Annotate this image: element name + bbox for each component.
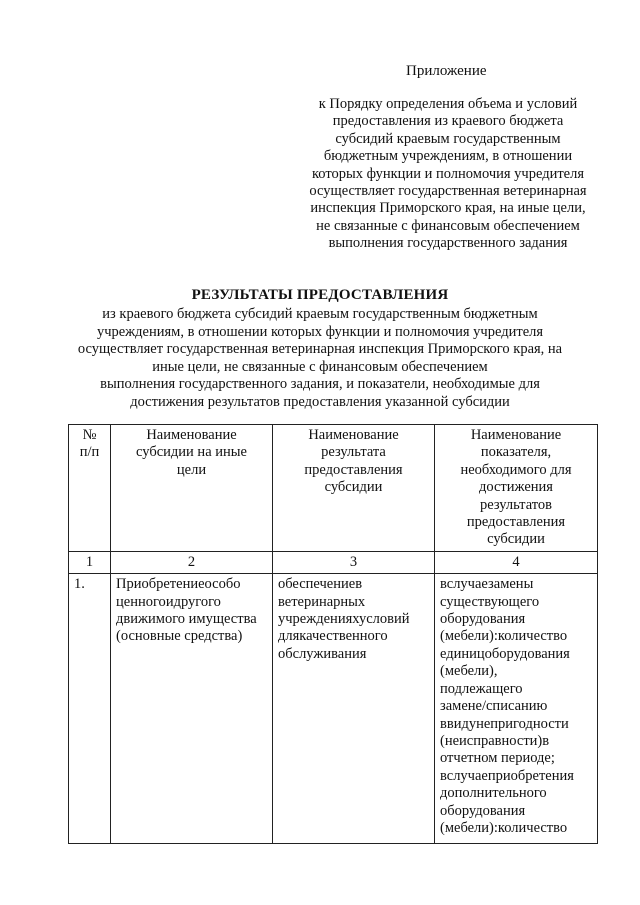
- column-number: 3: [273, 551, 435, 573]
- header-line: предоставления: [466, 514, 566, 531]
- word: (мебели):: [440, 819, 498, 836]
- word: ввиду: [440, 715, 477, 732]
- appendix-reference: [288, 96, 608, 253]
- appendix-reference-line: осуществляет государственная ветеринарная: [309, 183, 587, 200]
- table-header-row: [69, 425, 598, 552]
- header-line: предоставления: [304, 461, 403, 478]
- word: обеспечение: [278, 576, 356, 593]
- header-line: субсидии: [324, 479, 383, 496]
- cell-line: [278, 576, 429, 593]
- word: количество: [497, 628, 568, 645]
- appendix-label: Приложение: [406, 63, 487, 79]
- column-number: 4: [435, 551, 598, 573]
- appendix-reference-line: выполнения государственного задания: [328, 235, 568, 252]
- results-table: [68, 424, 598, 844]
- header-line: цели: [176, 461, 207, 478]
- appendix-reference-line: субсидий краевым государственным: [335, 130, 561, 147]
- table-row: [69, 574, 598, 844]
- row-number: 1.: [69, 574, 111, 844]
- header-indicator-name: [435, 425, 598, 552]
- word: замены: [488, 576, 534, 593]
- cell-line: [278, 611, 429, 628]
- word: в: [355, 576, 363, 593]
- header-number: [69, 425, 111, 552]
- header-line: субсидии на иные: [136, 444, 247, 461]
- cell-line: [440, 768, 592, 785]
- header-line: субсидии: [487, 531, 545, 548]
- word: особо: [204, 576, 241, 593]
- cell-line: (мебели),: [440, 663, 498, 680]
- cell-line: дополнительного: [440, 785, 547, 802]
- cell-line: [116, 594, 267, 611]
- cell-line: ветеринарных: [278, 593, 366, 610]
- cell-line: обслуживания: [278, 645, 367, 662]
- word: единиц: [440, 645, 485, 662]
- cell-line: [440, 716, 592, 733]
- cell-line: оборудования: [440, 611, 526, 628]
- word: случае: [446, 767, 488, 784]
- cell-line: замене/списанию: [440, 698, 548, 715]
- document-title: РЕЗУЛЬТАТЫ ПРЕДОСТАВЛЕНИЯ: [191, 287, 449, 303]
- header-line: достижения: [479, 479, 553, 496]
- header-line: Наименование: [308, 427, 399, 443]
- word: (мебели):: [440, 628, 498, 645]
- column-number-row: [69, 551, 598, 573]
- word: качественного: [299, 628, 388, 645]
- header-line: Наименование: [470, 427, 562, 443]
- subtitle-line: иные цели, не связанные с финансовым обеспечением: [152, 358, 488, 375]
- cell-line: [440, 576, 592, 593]
- word: и: [165, 593, 174, 610]
- header-line: Наименование: [146, 427, 237, 443]
- subtitle-line: учреждениям, в отношении которых функции и полномочия учредителя: [96, 323, 544, 340]
- document-subtitle: [70, 306, 570, 412]
- subtitle-line: из краевого бюджета субсидий краевым государственным бюджетным: [102, 306, 538, 322]
- appendix-reference-line: бюджетным учреждениям, в отношении: [323, 148, 573, 165]
- word: в: [542, 732, 550, 749]
- word: в: [440, 767, 447, 784]
- word: количество: [497, 819, 568, 836]
- subtitle-line: достижения результатов предоставления указанной субсидии: [130, 393, 510, 410]
- cell-line: подлежащего: [440, 680, 523, 697]
- header-line: п/п: [79, 444, 100, 461]
- header-subsidy-name: [111, 425, 273, 552]
- cell-line: [278, 628, 429, 645]
- subtitle-line: осуществляет государственная ветеринарная инспекция Приморского края, на: [77, 341, 563, 358]
- header-line: показателя,: [480, 444, 552, 461]
- word: условий: [358, 611, 410, 628]
- cell-line: (основные средства): [116, 628, 243, 645]
- word: (неисправности): [440, 732, 543, 749]
- cell-line: существующего: [440, 593, 540, 610]
- cell-line: [440, 628, 592, 645]
- result-name-cell: [273, 574, 435, 844]
- cell-line: [440, 820, 592, 837]
- header-line: результатов: [479, 496, 552, 513]
- cell-line: [440, 646, 592, 663]
- word: другого: [173, 593, 221, 610]
- appendix-reference-line: инспекция Приморского края, на иные цели,: [310, 200, 586, 217]
- cell-line: отчетном периоде;: [440, 750, 555, 767]
- word: приобретения: [487, 767, 574, 784]
- cell-line: [440, 733, 592, 750]
- word: случае: [446, 576, 489, 593]
- appendix-reference-line: к Порядку определения объема и условий: [318, 96, 578, 112]
- header-line: необходимого для: [460, 461, 572, 478]
- cell-line: [116, 576, 267, 593]
- header-line: №: [82, 427, 97, 443]
- word: в: [440, 576, 447, 593]
- appendix-reference-line: предоставления из краевого бюджета: [332, 113, 564, 130]
- word: Приобретение: [116, 576, 205, 593]
- column-number: 1: [69, 551, 111, 573]
- word: для: [278, 628, 300, 645]
- appendix-reference-line: не связанные с финансовым обеспечением: [316, 217, 580, 234]
- word: оборудования: [484, 645, 570, 662]
- word: ценного: [116, 593, 166, 610]
- word: непригодности: [476, 715, 569, 732]
- appendix-reference-line: которых функции и полномочия учредителя: [311, 165, 585, 182]
- header-result-name: [273, 425, 435, 552]
- header-line: результата: [321, 444, 386, 461]
- subsidy-name-cell: [111, 574, 273, 844]
- indicator-name-cell: [435, 574, 598, 844]
- word: учреждениях: [278, 611, 359, 628]
- cell-line: движимого имущества: [116, 611, 257, 628]
- subtitle-line: выполнения государственного задания, и показатели, необходимые для: [100, 376, 540, 393]
- column-number: 2: [111, 551, 273, 573]
- cell-line: оборудования: [440, 802, 526, 819]
